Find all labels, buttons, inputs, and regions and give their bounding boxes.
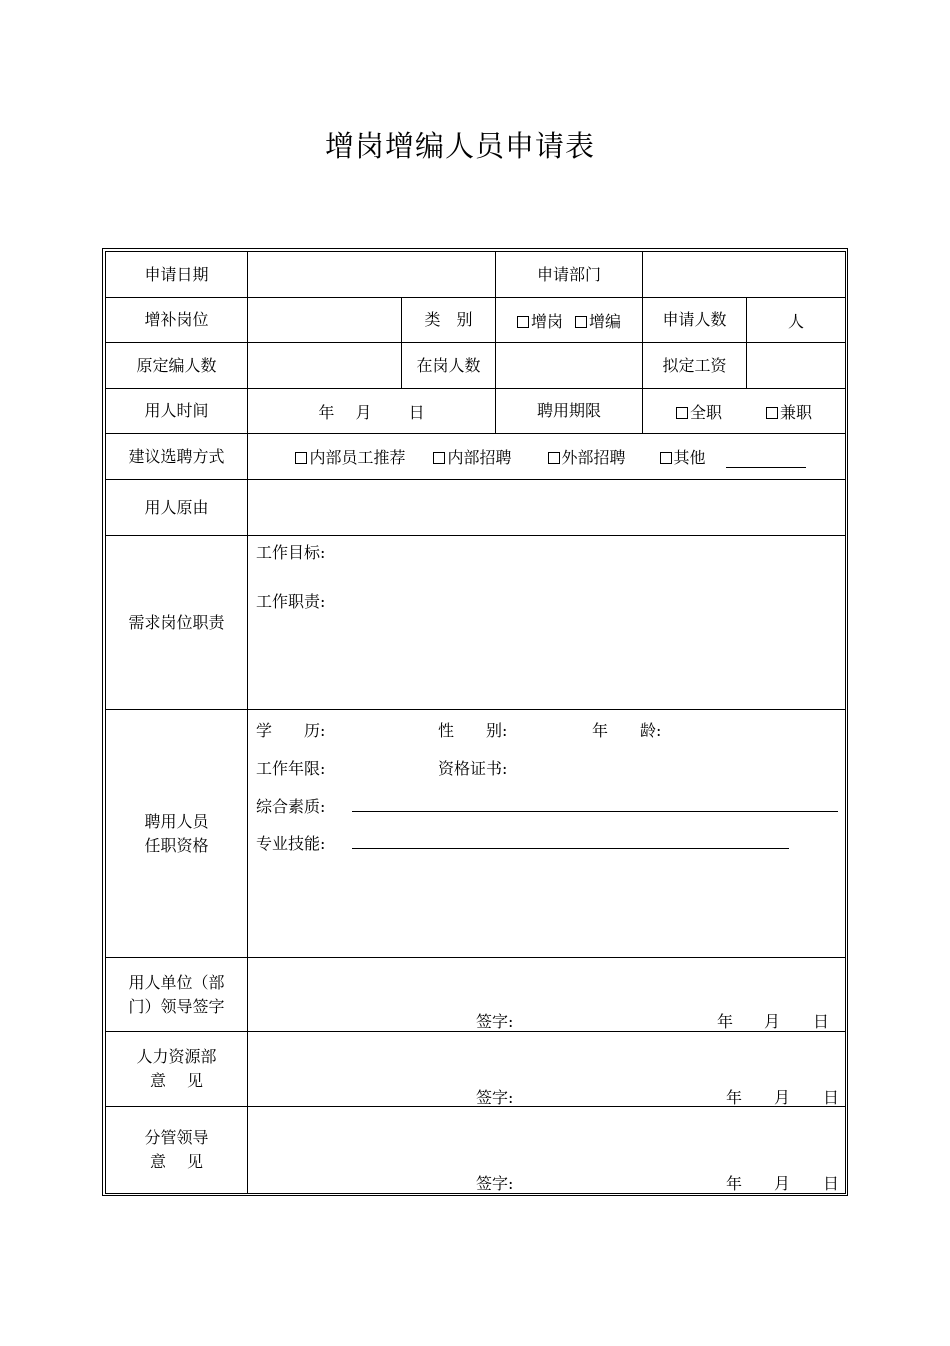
checkbox-icon[interactable]	[676, 407, 688, 419]
sign-label: 签字:	[476, 1173, 514, 1193]
row-hire-time	[106, 389, 846, 434]
checkbox-icon[interactable]	[517, 316, 529, 328]
checkbox-icon[interactable]	[295, 452, 307, 464]
day-label: 日	[813, 1011, 830, 1031]
method-label: 建议选聘方式	[106, 434, 248, 480]
reason-label: 用人原由	[106, 480, 248, 536]
checkbox-icon[interactable]	[766, 407, 778, 419]
orig-staff-field[interactable]	[248, 343, 402, 389]
hr-label-line2: 意 见	[149, 1071, 204, 1090]
day-label: 日	[823, 1087, 840, 1107]
method-option-other[interactable]: 其他	[660, 448, 706, 467]
education-label: 学 历:	[256, 721, 326, 740]
current-staff-label: 在岗人数	[402, 343, 496, 389]
sign-label: 签字:	[476, 1011, 514, 1031]
reason-field[interactable]	[248, 480, 846, 536]
row-unit-leader	[106, 958, 846, 1032]
method-options	[248, 434, 846, 480]
age-label: 年 龄:	[592, 721, 662, 740]
row-duty	[106, 536, 846, 710]
certificate-label: 资格证书:	[438, 759, 508, 778]
duty-resp-label: 工作职责:	[256, 592, 326, 611]
month-label: 月	[774, 1173, 791, 1193]
checkbox-icon[interactable]	[548, 452, 560, 464]
year-label: 年	[717, 1011, 734, 1031]
form-title: 增岗增编人员申请表	[324, 129, 595, 163]
salary-label: 拟定工资	[643, 343, 747, 389]
unit-leader-label-line2: 门）领导签字	[128, 996, 225, 1016]
row-hr	[106, 1032, 846, 1107]
year-label: 年	[726, 1173, 743, 1193]
row-position	[106, 298, 846, 343]
row-reason	[106, 480, 846, 536]
month-label: 月	[764, 1011, 781, 1031]
headcount-label: 申请人数	[643, 298, 747, 343]
qualification-label	[106, 710, 248, 958]
category-label: 类 别	[402, 298, 496, 343]
category-option-add-staff[interactable]: 增编	[575, 312, 621, 331]
duty-goal-label: 工作目标:	[256, 543, 326, 562]
skills-label: 专业技能:	[256, 834, 326, 853]
period-option-fulltime[interactable]: 全职	[676, 403, 722, 422]
row-method	[106, 434, 846, 480]
work-years-label: 工作年限:	[256, 759, 326, 778]
duty-label: 需求岗位职责	[106, 536, 248, 710]
manager-label	[106, 1107, 248, 1194]
method-option-internal[interactable]: 内部招聘	[433, 448, 511, 467]
checkbox-icon[interactable]	[575, 316, 587, 328]
checkbox-icon[interactable]	[660, 452, 672, 464]
row-apply-date	[106, 252, 846, 298]
headcount-unit: 人	[787, 311, 804, 331]
unit-leader-sign-field[interactable]	[248, 958, 846, 1032]
current-staff-field[interactable]	[496, 343, 643, 389]
period-label: 聘用期限	[496, 389, 643, 434]
checkbox-icon[interactable]	[433, 452, 445, 464]
month-label: 月	[774, 1087, 791, 1107]
hr-label	[106, 1032, 248, 1107]
manager-sign-field[interactable]	[248, 1107, 846, 1194]
qualification-label-line2: 任职资格	[144, 835, 209, 855]
hire-time-ymd: 年 月 日	[318, 402, 425, 422]
apply-date-label: 申请日期	[106, 252, 248, 298]
headcount-field[interactable]	[747, 298, 846, 343]
day-label: 日	[823, 1173, 840, 1193]
qualification-label-line1: 聘用人员	[144, 811, 209, 831]
unit-leader-label	[106, 958, 248, 1032]
orig-staff-label: 原定编人数	[106, 343, 248, 389]
period-options	[643, 389, 846, 434]
skills-underline[interactable]	[352, 848, 789, 849]
hr-sign-field[interactable]	[248, 1032, 846, 1107]
salary-field[interactable]	[747, 343, 846, 389]
gender-label: 性 别:	[438, 721, 508, 740]
quality-underline[interactable]	[352, 811, 838, 812]
row-manager	[106, 1107, 846, 1194]
manager-label-line2: 意 见	[149, 1152, 204, 1171]
row-staff	[106, 343, 846, 389]
qualification-field[interactable]	[248, 710, 846, 958]
apply-dept-label: 申请部门	[496, 252, 643, 298]
category-option-add-post[interactable]: 增岗	[517, 309, 563, 332]
other-method-blank[interactable]	[726, 453, 806, 468]
row-qualification	[106, 710, 846, 958]
position-field[interactable]	[248, 298, 402, 343]
method-option-external[interactable]: 外部招聘	[548, 448, 626, 467]
quality-label: 综合素质:	[256, 797, 326, 816]
duty-field[interactable]	[248, 536, 846, 710]
period-option-parttime[interactable]: 兼职	[766, 403, 812, 422]
hire-time-label: 用人时间	[106, 389, 248, 434]
position-label: 增补岗位	[106, 298, 248, 343]
hr-label-line1: 人力资源部	[136, 1047, 217, 1066]
manager-label-line1: 分管领导	[144, 1128, 209, 1147]
sign-label: 签字:	[476, 1087, 514, 1107]
apply-dept-field[interactable]	[643, 252, 846, 298]
method-option-referral[interactable]: 内部员工推荐	[295, 448, 405, 467]
category-options	[496, 298, 643, 343]
hire-time-field[interactable]	[248, 389, 496, 434]
application-form-table	[105, 251, 846, 1194]
unit-leader-label-line1: 用人单位（部	[128, 972, 225, 992]
year-label: 年	[726, 1087, 743, 1107]
apply-date-field[interactable]	[248, 252, 496, 298]
